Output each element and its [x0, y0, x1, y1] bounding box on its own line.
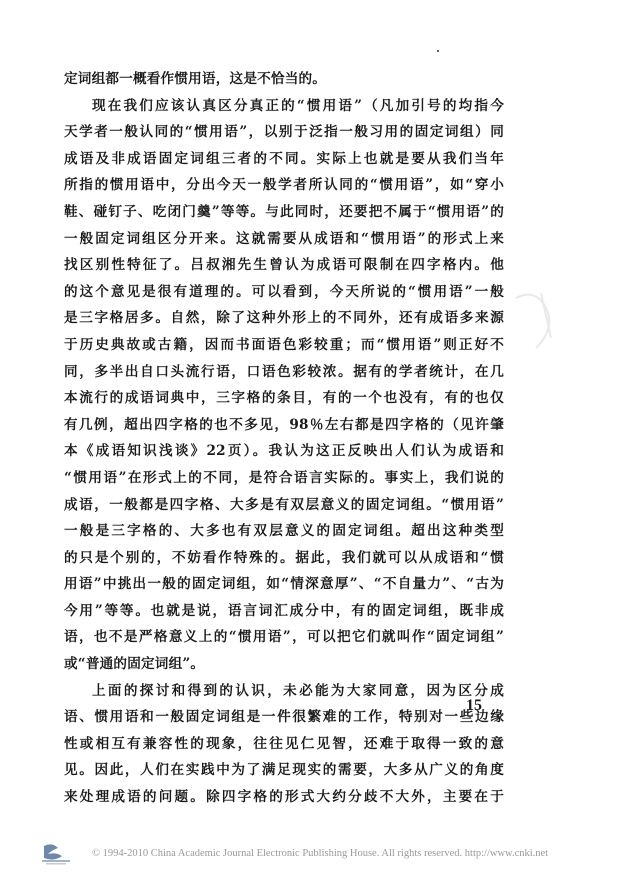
- text-line: 性或相互有兼容性的现象，往往见仁见智，还难于取得一致的意: [64, 735, 504, 752]
- text-line: 本《成语知识浅谈》22页）。我认为这正反映出人们认为成语和: [64, 443, 504, 460]
- text-line: 是三字格居多。自然，除了这种外形上的不同外，还有成语多来源: [64, 310, 504, 327]
- text-line: 天学者一般认同的“惯用语”，以别于泛指一般习用的固定词组）同: [64, 124, 504, 141]
- text-line: 同，多半出自口头流行语，口语色彩较浓。据有的学者统计，在几: [64, 363, 504, 380]
- text-line: 一般固定词组区分开来。这就需要从成语和“惯用语”的形式上来: [64, 230, 504, 247]
- text-line: 本流行的成语词典中，三字格的条目，有的一个也没有，有的也仅: [64, 390, 504, 407]
- text-line: 定词组都一概看作惯用语，这是不恰当的。: [64, 71, 327, 87]
- body-text: [64, 66, 504, 811]
- text-line: 于历史典故或古籍，因而书面语色彩较重；而“惯用语”则正好不: [64, 336, 504, 353]
- faint-watermark-icon: [506, 278, 566, 368]
- cnki-logo-icon: [36, 840, 76, 866]
- text-line: 一般是三字格的、大多也有双层意义的固定词组。超出这种类型: [64, 523, 504, 540]
- text-line: 的只是个别的，不妨看作特殊的。据此，我们就可以从成语和“惯: [64, 549, 504, 566]
- text-line: 成语及非成语固定词组三者的不同。实际上也就是要从我们当年: [64, 150, 504, 167]
- text-line: 语，也不是严格意义上的“惯用语”，可以把它们就叫作“固定词组”: [64, 629, 504, 646]
- page-number: 15: [466, 697, 482, 714]
- copyright-notice: © 1994-2010 China Academic Journal Electronic Publishing House. All rights reserved. http://www.cnki.net: [92, 848, 549, 859]
- text-line: 成语，一般都是四字格、大多是有双层意义的固定词组。“惯用语”: [64, 496, 504, 513]
- text-line: 的这个意见是很有道理的。可以看到，今天所说的“惯用语”一般: [64, 283, 504, 300]
- footer: [0, 838, 638, 874]
- text-line: 来处理成语的问题。除四字格的形式大约分歧不大外，主要在于: [64, 789, 504, 806]
- text-line: 见。因此，人们在实践中为了满足现实的需要，大多从广义的角度: [64, 762, 504, 779]
- text-line: 或“普通的固定词组”。: [64, 656, 205, 673]
- text-line: 鞋、碰钉子、吃闭门羹”等等。与此同时，还要把不属于“惯用语”的: [64, 203, 504, 220]
- scan-speck: [437, 50, 439, 52]
- text-line: 今用”等等。也就是说，语言词汇成分中，有的固定词组，既非成: [64, 602, 504, 619]
- text-line: 有几例，超出四字格的也不多见，98％左右都是四字格的（见许肇: [64, 416, 504, 433]
- text-line: 语、惯用语和一般固定词组是一件很繁难的工作，特别对一些边缘: [64, 709, 504, 726]
- text-line: “惯用语”在形式上的不同，是符合语言实际的。事实上，我们说的: [64, 469, 504, 486]
- text-line: 所指的惯用语中，分出今天一般学者所认同的“惯用语”，如“穿小: [64, 177, 504, 194]
- text-line: 用语”中挑出一般的固定词组，如“情深意厚”、“不自量力”、“古为: [64, 576, 504, 593]
- text-line: 上面的探讨和得到的认识，未必能为大家同意，因为区分成: [92, 682, 504, 699]
- text-line: 找区别性特征了。吕叔湘先生曾认为成语可限制在四字格内。他: [64, 257, 504, 274]
- text-line: 现在我们应该认真区分真正的“惯用语”（凡加引号的均指今: [92, 97, 504, 114]
